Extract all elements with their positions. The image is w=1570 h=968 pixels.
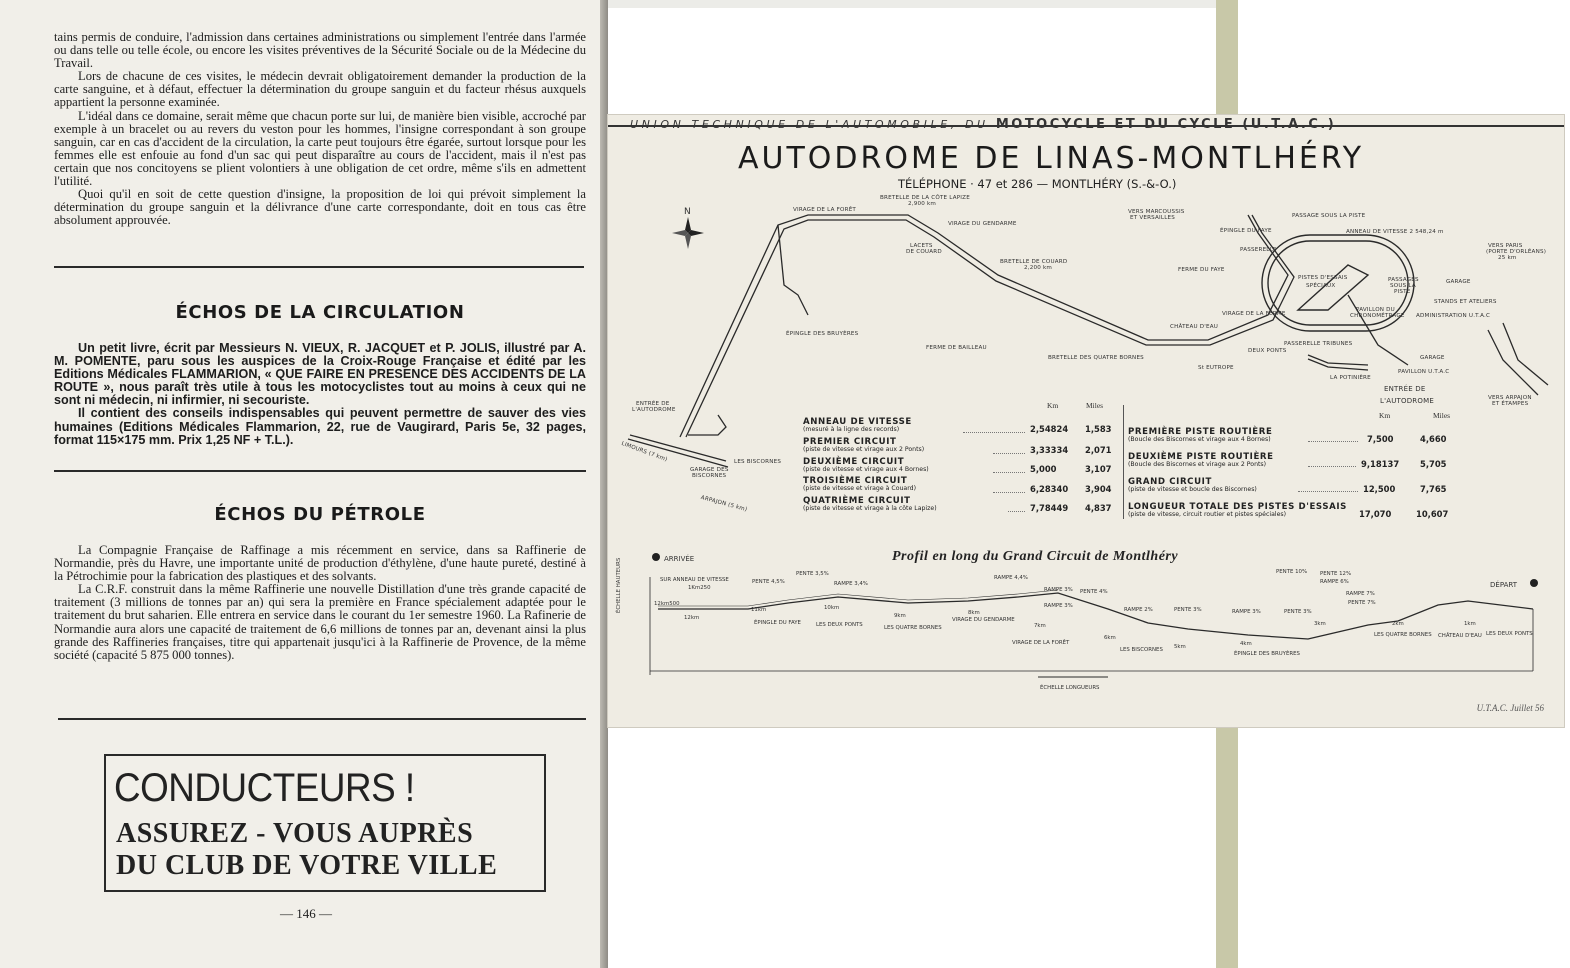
- profile-label: PENTE 3%: [1174, 607, 1202, 613]
- profile-label: CHÂTEAU D'EAU: [1438, 633, 1482, 639]
- row-sub: (piste de vitesse et boucle des Biscornes): [1128, 486, 1257, 493]
- map-label: L'AUTODROME: [632, 407, 676, 413]
- map-label: BISCORNES: [692, 473, 727, 479]
- dotted-leader: [963, 432, 1025, 434]
- row-sub: (piste de vitesse et virage à Couard): [803, 485, 916, 492]
- map-label: VIRAGE DE LA FORÊT: [793, 207, 857, 213]
- page-number: — 146 —: [280, 906, 332, 921]
- map-label: PISTES D'ESSAIS: [1298, 275, 1348, 281]
- map-sheet: [607, 114, 1565, 728]
- divider: [58, 718, 586, 720]
- map-label: ÉPINGLE DU FAYE: [1220, 228, 1272, 234]
- row-sub: (piste de vitesse et virage aux 4 Bornes): [803, 466, 929, 473]
- row-name: LONGUEUR TOTALE DES PISTES D'ESSAIS: [1128, 502, 1347, 512]
- row-name: TROISIÈME CIRCUIT: [803, 476, 908, 486]
- divider: [54, 266, 584, 268]
- profile-label: 11km: [751, 607, 767, 613]
- row-name: GRAND CIRCUIT: [1128, 477, 1212, 487]
- row-sub: (Boucle des Biscornes et virage aux 2 Ponts): [1128, 461, 1267, 468]
- section-text: [54, 342, 586, 447]
- dotted-leader: [1298, 491, 1358, 493]
- profile-label: PENTE 4%: [1080, 589, 1108, 595]
- table-row: [1128, 502, 1347, 518]
- row-sub: (piste de vitesse, circuit routier et pistes spéciales): [1128, 511, 1287, 518]
- miles-value: 2,071: [1085, 445, 1112, 455]
- paragraph: Il contient des conseils indispensables qui peuvent permettre de sauver des vies humaines (Editions Médicales Flammarion, 22, rue de Vaugirard, Paris 5e, 32 pages, format 115×175 mm. Prix 1,25 NF + T.L.).: [54, 406, 586, 447]
- km-value: 6,28340: [1030, 484, 1069, 494]
- row-name: ANNEAU DE VITESSE: [803, 417, 912, 427]
- map-label: VIRAGE DE LA FERME: [1222, 311, 1286, 317]
- map-label: FERME DE BAILLEAU: [926, 345, 987, 351]
- profile-label: 12km: [684, 615, 700, 621]
- map-label: PASSERELLE TRIBUNES: [1284, 341, 1353, 347]
- profile-label: 10km: [824, 605, 840, 611]
- profile-label: 4km: [1240, 641, 1252, 647]
- map-label: SOUS LA: [1390, 283, 1416, 289]
- dotted-leader: [993, 492, 1025, 494]
- miles-value: 10,607: [1416, 509, 1449, 519]
- map-label: FERME DU FAYE: [1178, 267, 1225, 273]
- map-label: ET VERSAILLES: [1130, 215, 1176, 221]
- map-label: 2,200 km: [1024, 265, 1053, 271]
- map-label: BRETELLE DE LA CÔTE LAPIZE: [880, 195, 970, 201]
- table-header-km: Km: [1047, 401, 1059, 410]
- miles-value: 3,904: [1085, 484, 1112, 494]
- map-label: PASSERELLE: [1240, 247, 1277, 253]
- map-label: ANNEAU DE VITESSE 2 548,24 m: [1346, 229, 1444, 235]
- profile-label: ÉPINGLE DU FAYE: [754, 620, 801, 626]
- profile-label: 7km: [1034, 623, 1046, 629]
- table-row: [1128, 477, 1257, 493]
- row-name: PREMIER CIRCUIT: [803, 437, 897, 447]
- profile-label: RAMPE 7%: [1346, 591, 1375, 597]
- map-label: LA POTINIÈRE: [1330, 375, 1371, 381]
- map-label: DEUX PONTS: [1248, 348, 1287, 354]
- map-label: VIRAGE DU GENDARME: [948, 221, 1017, 227]
- paper-edge: [608, 0, 1218, 8]
- row-sub: (piste de vitesse et virage aux 2 Ponts): [803, 446, 925, 453]
- map-label: St EUTROPE: [1198, 365, 1234, 371]
- profile-label: SUR ANNEAU DE VITESSE: [660, 577, 729, 583]
- paragraph: La Compagnie Française de Raffinage a mis récemment en service, dans sa Raffinerie de Normandie, près du Havre, une importante unité de production d'éthylène, d'une haute pureté, destiné à la Pétrochimie pour la fabrication des plastiques et des solvants.: [54, 543, 586, 584]
- profile-label: RAMPE 2%: [1124, 607, 1153, 613]
- dotted-leader: [1008, 511, 1025, 513]
- map-label: PISTE: [1394, 289, 1411, 295]
- map-label: ENTRÉE DE: [1384, 385, 1426, 393]
- profile-label: 5km: [1174, 644, 1186, 650]
- dotted-leader: [1308, 441, 1358, 443]
- profile-label: LES QUATRE BORNES: [1374, 632, 1432, 638]
- header-text: UNION TECHNIQUE DE L'AUTOMOBILE, DU: [630, 118, 989, 131]
- map-label: BRETELLE DES QUATRE BORNES: [1048, 355, 1144, 361]
- paragraph: L'idéal dans ce domaine, serait même que chacun porte sur lui, de manière bien visible, accroché par exemple à un bracelet ou au revers du veston pour les hommes, l'insigne correspondant à son groupe sanguin, car en cas d'accident de la circulation, la carte peut toujours être égarée, surtout lorsque pour les femmes elle est enfouie au fond d'un sac qui peut disparaître au cours de l'accident, mais il n'est pas certain que nos concitoyens se plient volontiers à une obligation de cet ordre, même s'ils en admettent l'utilité.: [54, 108, 586, 189]
- profile-label: PENTE 3,5%: [796, 571, 829, 577]
- map-label: GARAGE: [1446, 279, 1471, 285]
- profile-label: ÉPINGLE DES BRUYÈRES: [1234, 651, 1300, 657]
- miles-value: 4,660: [1420, 434, 1447, 444]
- paragraph: La C.R.F. construit dans la même Raffinerie une nouvelle Distillation d'une très grande capacité de traitement (3 millions de tonnes par an) qui sera la première en France spécialement adaptée pour le traitement du brut saharien. Elle entrera en service dans le courant du 1er semestre 1960. La Rafinerie de Normandie aura alors une capacité de traitement de 6,6 millions de tonnes par an, devenant ainsi la plus grande des Raffineries françaises, titre qui appartenait jusqu'ici à la Raffinerie de Provence, de la même société (capacité 5 875 000 tonnes).: [54, 582, 586, 662]
- profile-label: LES DEUX PONTS: [1486, 631, 1533, 637]
- profile-label: VIRAGE DU GENDARME: [952, 617, 1015, 623]
- paragraph: Un petit livre, écrit par Messieurs N. VIEUX, R. JACQUET et P. JOLIS, illustré par A. M. POMENTE, paru sous les auspices de la Croix-Rouge Française et édité par les Editions Médicales FLAMMARION, « QUE FAIRE EN PRESENCE DES ACCIDENTS DE LA ROUTE », nous paraît très utile à tous les motocyclistes tout au moins à ceux qui ne sont ni médecin, ni infirmier, ni secouriste.: [54, 341, 586, 408]
- km-value: 2,54824: [1030, 424, 1069, 434]
- row-name: PREMIÈRE PISTE ROUTIÈRE: [1128, 427, 1273, 437]
- profile-label: PENTE 7%: [1348, 600, 1376, 606]
- height-scale-label: ÉCHELLE HAUTEURS: [616, 557, 622, 613]
- profile-label: PENTE 4,5%: [752, 579, 785, 585]
- map-label: LACETS: [910, 243, 933, 249]
- map-label: ENTRÉE DE: [636, 401, 670, 407]
- profile-label: 2km: [1392, 621, 1404, 627]
- map-label: 25 km: [1498, 255, 1517, 261]
- miles-value: 3,107: [1085, 464, 1112, 474]
- map-label: ARPAJON (5 km): [700, 494, 748, 514]
- profile-label: 3km: [1314, 621, 1326, 627]
- map-label: L'AUTODROME: [1380, 397, 1434, 405]
- profile-label: 6km: [1104, 635, 1116, 641]
- km-value: 9,18137: [1361, 459, 1400, 469]
- map-label: (PORTE D'ORLÉANS): [1486, 249, 1547, 255]
- row-name: DEUXIÈME PISTE ROUTIÈRE: [1128, 452, 1274, 462]
- row-name: DEUXIÈME CIRCUIT: [803, 457, 905, 467]
- row-sub: (Boucle des Biscornes et virage aux 4 Bornes): [1128, 436, 1271, 443]
- map-label: LIMOURS (7 km): [620, 440, 669, 464]
- table-header-miles: Miles: [1086, 401, 1104, 410]
- map-label: SPÉCIAUX: [1306, 283, 1336, 289]
- map-label: ADMINISTRATION U.T.A.C: [1416, 313, 1491, 319]
- table-row: [1128, 452, 1274, 468]
- divider: [54, 470, 586, 472]
- profile-label: 12km500: [654, 601, 680, 607]
- profile-label: 1Km250: [688, 585, 711, 591]
- profile-label: RAMPE 3%: [1044, 587, 1073, 593]
- map-label: GARAGE DES: [690, 467, 729, 473]
- km-value: 7,500: [1367, 434, 1394, 444]
- table-header-km: Km: [1379, 411, 1391, 420]
- profile-label: 8km: [968, 610, 980, 616]
- profile-title: Profil en long du Grand Circuit de Montlhéry: [892, 549, 1179, 564]
- map-title: AUTODROME DE LINAS-MONTLHÉRY: [738, 141, 1365, 176]
- paragraph: Quoi qu'il en soit de cette question d'insigne, la proposition de loi qui prévoit simplement la détermination du groupe sanguin et la délivrance d'une carte correspondante, doit en tous cas être absolument approuvée.: [54, 187, 586, 228]
- table-row: [1128, 427, 1272, 443]
- paragraph: Lors de chacune de ces visites, le médecin devrait obligatoirement demander la production de la carte sanguine, et à défaut, effectuer la détermination du groupe sanguin et du facteur rhésus auxquels appartient la personne examinée.: [54, 69, 586, 110]
- profile-label: 1km: [1464, 621, 1476, 627]
- map-label: BRETELLE DE COUARD: [1000, 259, 1068, 265]
- miles-value: 4,837: [1085, 503, 1112, 513]
- ad-line: ASSUREZ - VOUS AUPRÈS: [116, 818, 474, 849]
- miles-value: 5,705: [1420, 459, 1447, 469]
- length-scale-label: ÉCHELLE LONGUEURS: [1040, 685, 1100, 691]
- miles-value: 7,765: [1420, 484, 1447, 494]
- map-label: DE COUARD: [906, 249, 942, 255]
- map-phone: TÉLÉPHONE · 47 et 286 — MONTLHÉRY (S.-&-O.): [898, 177, 1177, 191]
- map-label: CHRONOMÉTRAGE: [1350, 313, 1405, 319]
- km-value: 12,500: [1363, 484, 1396, 494]
- km-value: 5,000: [1030, 464, 1057, 474]
- map-label: CHÂTEAU D'EAU: [1170, 324, 1219, 330]
- row-name: QUATRIÈME CIRCUIT: [803, 496, 911, 506]
- dotted-leader: [1308, 466, 1356, 468]
- profile-label: PENTE 3%: [1284, 609, 1312, 615]
- section-title: ÉCHOS DE LA CIRCULATION: [175, 302, 465, 323]
- advertisement-box: [104, 754, 546, 892]
- profile-label: RAMPE 3%: [1232, 609, 1261, 615]
- map-label: VERS PARIS: [1488, 243, 1523, 249]
- map-label: LES BISCORNES: [734, 459, 782, 465]
- arrivee-label: ARRIVÉE: [664, 555, 695, 563]
- profile-label: LES QUATRE BORNES: [884, 625, 942, 631]
- profile-label: RAMPE 3,4%: [834, 581, 868, 587]
- profile-label: RAMPE 4,4%: [994, 575, 1028, 581]
- header-bold-text: MOTOCYCLE ET DU CYCLE (U.T.A.C.): [995, 117, 1337, 132]
- paragraph: tains permis de conduire, l'admission dans certaines administrations ou simplement l'entrée dans l'armée ou dans telle ou telle école, ou encore les visites préventives de la Sécurité Sociale ou de la Médecine du Travail.: [54, 30, 586, 71]
- table-divider: [1123, 405, 1124, 519]
- profile-label: VIRAGE DE LA FORÊT: [1012, 640, 1070, 646]
- profile-label: PENTE 12%: [1320, 571, 1352, 577]
- map-label: VERS ARPAJON: [1488, 395, 1532, 401]
- compass-north: N: [684, 207, 691, 217]
- row-sub: (mesuré à la ligne des records): [803, 426, 900, 433]
- km-value: 17,070: [1359, 509, 1392, 519]
- profile-label: LES BISCORNES: [1120, 647, 1163, 653]
- ad-headline: CONDUCTEURS !: [114, 766, 415, 810]
- km-value: 7,78449: [1030, 503, 1069, 513]
- map-label: ÉPINGLE DES BRUYÈRES: [786, 331, 859, 337]
- profile-label: 9km: [894, 613, 906, 619]
- map-label: PASSAGES: [1388, 277, 1419, 283]
- profile-label: PENTE 10%: [1276, 569, 1308, 575]
- dotted-leader: [993, 472, 1025, 474]
- map-label: GARAGE: [1420, 355, 1445, 361]
- dotted-leader: [993, 453, 1025, 455]
- intro-text: [54, 31, 586, 227]
- map-label: VERS MARCOUSSIS: [1128, 209, 1185, 215]
- section-title: ÉCHOS DU PÉTROLE: [214, 504, 426, 525]
- table-header-miles: Miles: [1433, 411, 1451, 420]
- ad-line: DU CLUB DE VOTRE VILLE: [116, 850, 498, 881]
- km-value: 3,33334: [1030, 445, 1069, 455]
- profile-label: LES DEUX PONTS: [816, 622, 863, 628]
- map-label: PASSAGE SOUS LA PISTE: [1292, 213, 1366, 219]
- row-sub: (piste de vitesse et virage à la côte Lapize): [803, 505, 937, 512]
- map-label: ET ÉTAMPES: [1492, 401, 1529, 407]
- section-text: [54, 544, 586, 662]
- miles-value: 1,583: [1085, 424, 1112, 434]
- footer-credit: U.T.A.C. Juillet 56: [1476, 703, 1544, 713]
- map-label: PAVILLON U.T.A.C: [1398, 369, 1450, 375]
- depart-label: DÉPART: [1490, 581, 1518, 589]
- profile-label: RAMPE 6%: [1320, 579, 1349, 585]
- profile-label: RAMPE 3%: [1044, 603, 1073, 609]
- map-label: STANDS ET ATELIERS: [1434, 299, 1497, 305]
- map-label: 2,900 km: [908, 201, 937, 207]
- map-label: PAVILLON DU: [1356, 307, 1395, 313]
- left-page: [0, 0, 604, 968]
